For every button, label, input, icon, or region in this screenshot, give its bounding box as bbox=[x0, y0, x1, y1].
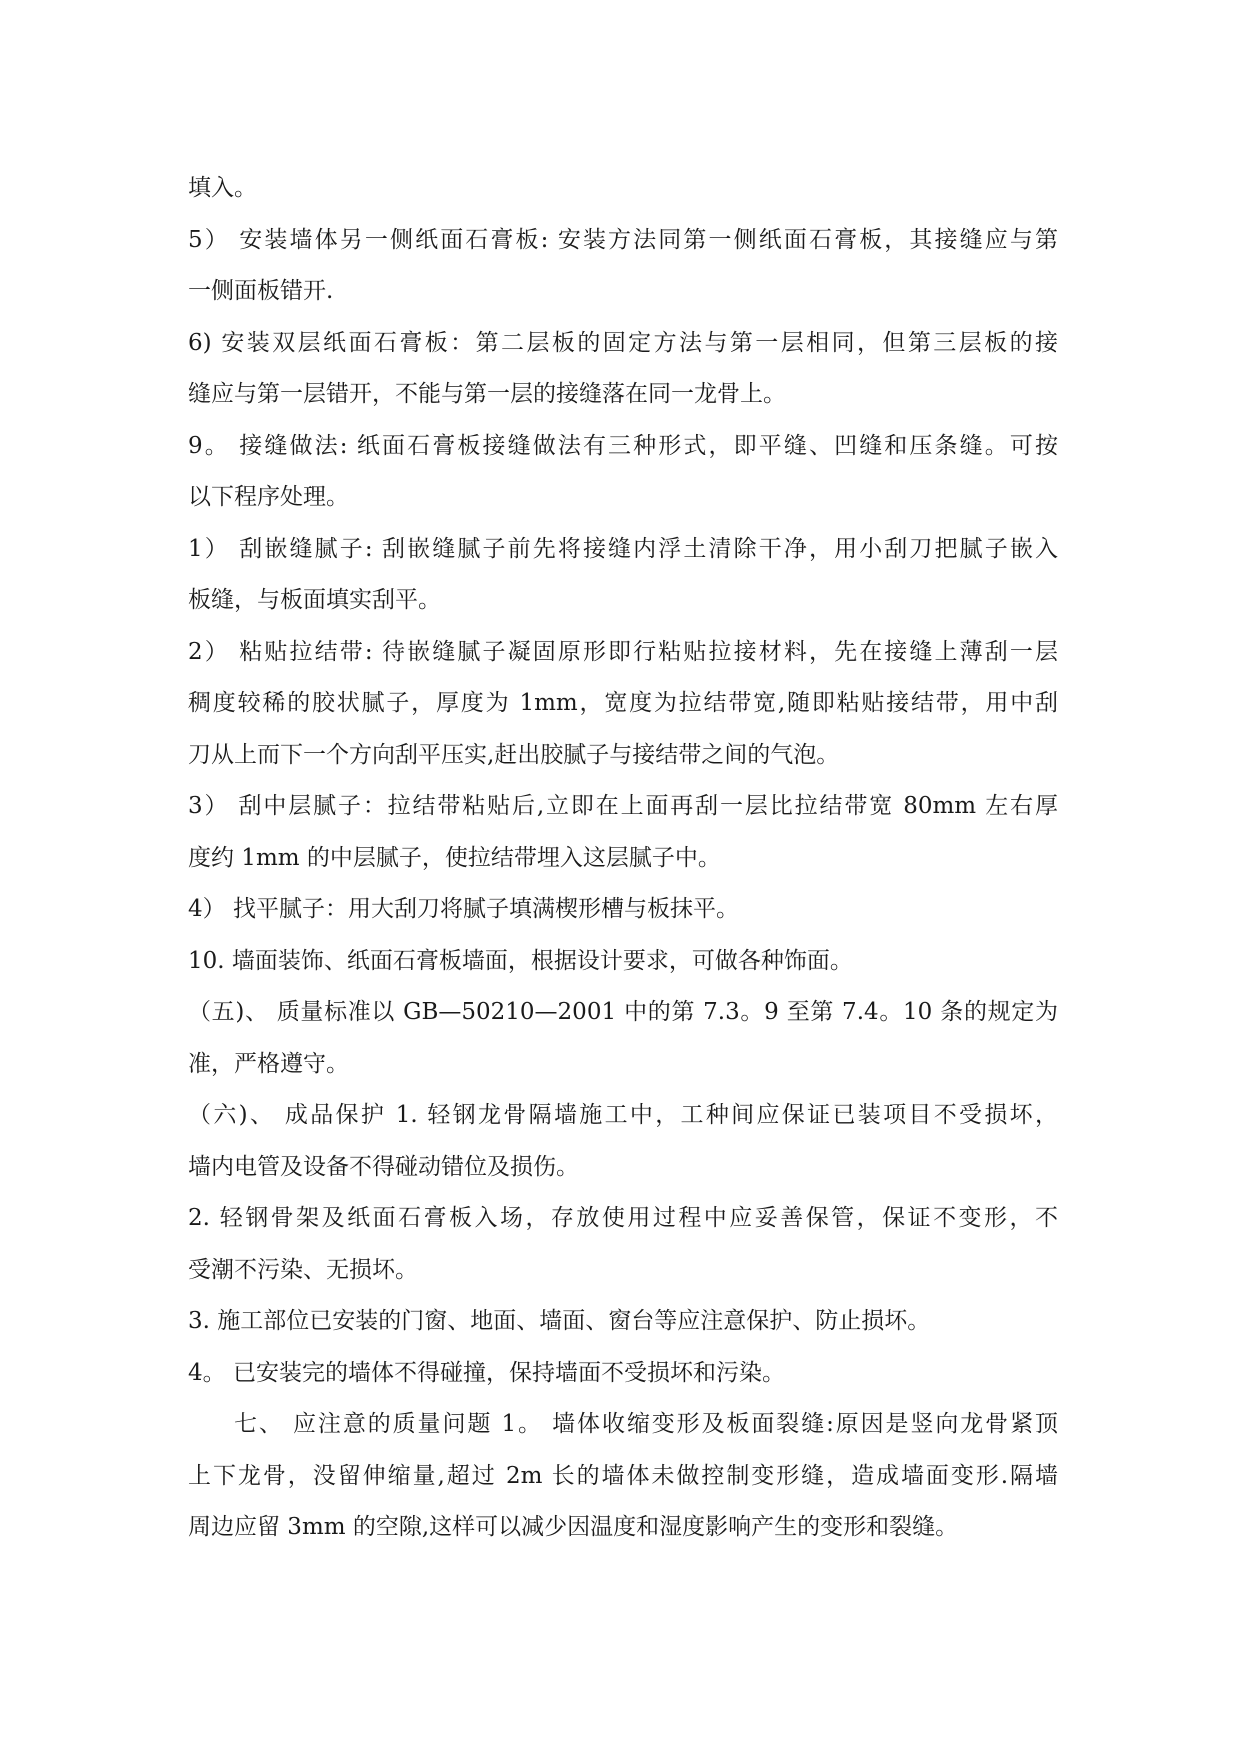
text-line: 10. 墙面装饰、纸面石膏板墙面，根据设计要求，可做各种饰面。 bbox=[188, 947, 853, 974]
text-line: 2） 粘贴拉结带: 待嵌缝腻子凝固原形即行粘贴拉接材料，先在接缝上薄刮一层 bbox=[188, 638, 1058, 665]
text-line: 3） 刮中层腻子：拉结带粘贴后,立即在上面再刮一层比拉结带宽 80mm 左右厚 bbox=[188, 793, 1058, 819]
text-line: 3. 施工部位已安装的门窗、地面、墙面、窗台等应注意保护、防止损坏。 bbox=[188, 1308, 931, 1334]
text-line: 填入。 bbox=[188, 175, 257, 201]
text-line: 以下程序处理。 bbox=[188, 484, 349, 510]
text-line: 9。 接缝做法: 纸面石膏板接缝做法有三种形式，即平缝、凹缝和压条缝。可按 bbox=[188, 432, 1058, 459]
text-line: 受潮不污染、无损坏。 bbox=[188, 1256, 418, 1283]
text-line: （六)、 成品保护 1. 轻钢龙骨隔墙施工中，工种间应保证已装项目不受损坏， bbox=[188, 1102, 1058, 1128]
text-line: 一侧面板错开. bbox=[188, 278, 334, 304]
text-line: （五)、 质量标准以 GB—50210—2001 中的第 7.3。9 至第 7.4。10 条的规定为 bbox=[188, 999, 1058, 1025]
text-line: 刀从上而下一个方向刮平压实,赶出胶腻子与接结带之间的气泡。 bbox=[188, 741, 840, 768]
text-line: 度约 1mm 的中层腻子，使拉结带埋入这层腻子中。 bbox=[188, 844, 721, 871]
text-line: 七、 应注意的质量问题 1。 墙体收缩变形及板面裂缝:原因是竖向龙骨紧顶 bbox=[234, 1411, 1058, 1437]
text-line: 6) 安装双层纸面石膏板：第二层板的固定方法与第一层相同，但第三层板的接 bbox=[188, 329, 1058, 356]
text-line: 板缝，与板面填实刮平。 bbox=[188, 587, 441, 613]
text-line: 准，严格遵守。 bbox=[188, 1050, 349, 1077]
text-line: 墙内电管及设备不得碰动错位及损伤。 bbox=[188, 1153, 579, 1180]
text-line: 4。 已安装完的墙体不得碰撞，保持墙面不受损坏和污染。 bbox=[188, 1359, 785, 1386]
text-line: 上下龙骨，没留伸缩量,超过 2m 长的墙体未做控制变形缝，造成墙面变形.隔墙 bbox=[188, 1462, 1058, 1489]
text-line: 4） 找平腻子：用大刮刀将腻子填满楔形槽与板抹平。 bbox=[188, 896, 739, 922]
text-line: 1） 刮嵌缝腻子: 刮嵌缝腻子前先将接缝内浮土清除干净，用小刮刀把腻子嵌入 bbox=[188, 535, 1058, 562]
body-text bbox=[188, 163, 1058, 1554]
text-line: 2. 轻钢骨架及纸面石膏板入场，存放使用过程中应妥善保管，保证不变形，不 bbox=[188, 1205, 1058, 1231]
text-line: 5） 安装墙体另一侧纸面石膏板: 安装方法同第一侧纸面石膏板，其接缝应与第 bbox=[188, 226, 1058, 253]
text-line: 缝应与第一层错开，不能与第一层的接缝落在同一龙骨上。 bbox=[188, 381, 786, 407]
text-line: 稠度较稀的胶状腻子，厚度为 1mm，宽度为拉结带宽,随即粘贴接结带，用中刮 bbox=[188, 690, 1058, 716]
text-line: 周边应留 3mm 的空隙,这样可以减少因温度和湿度影响产生的变形和裂缝。 bbox=[188, 1514, 959, 1540]
